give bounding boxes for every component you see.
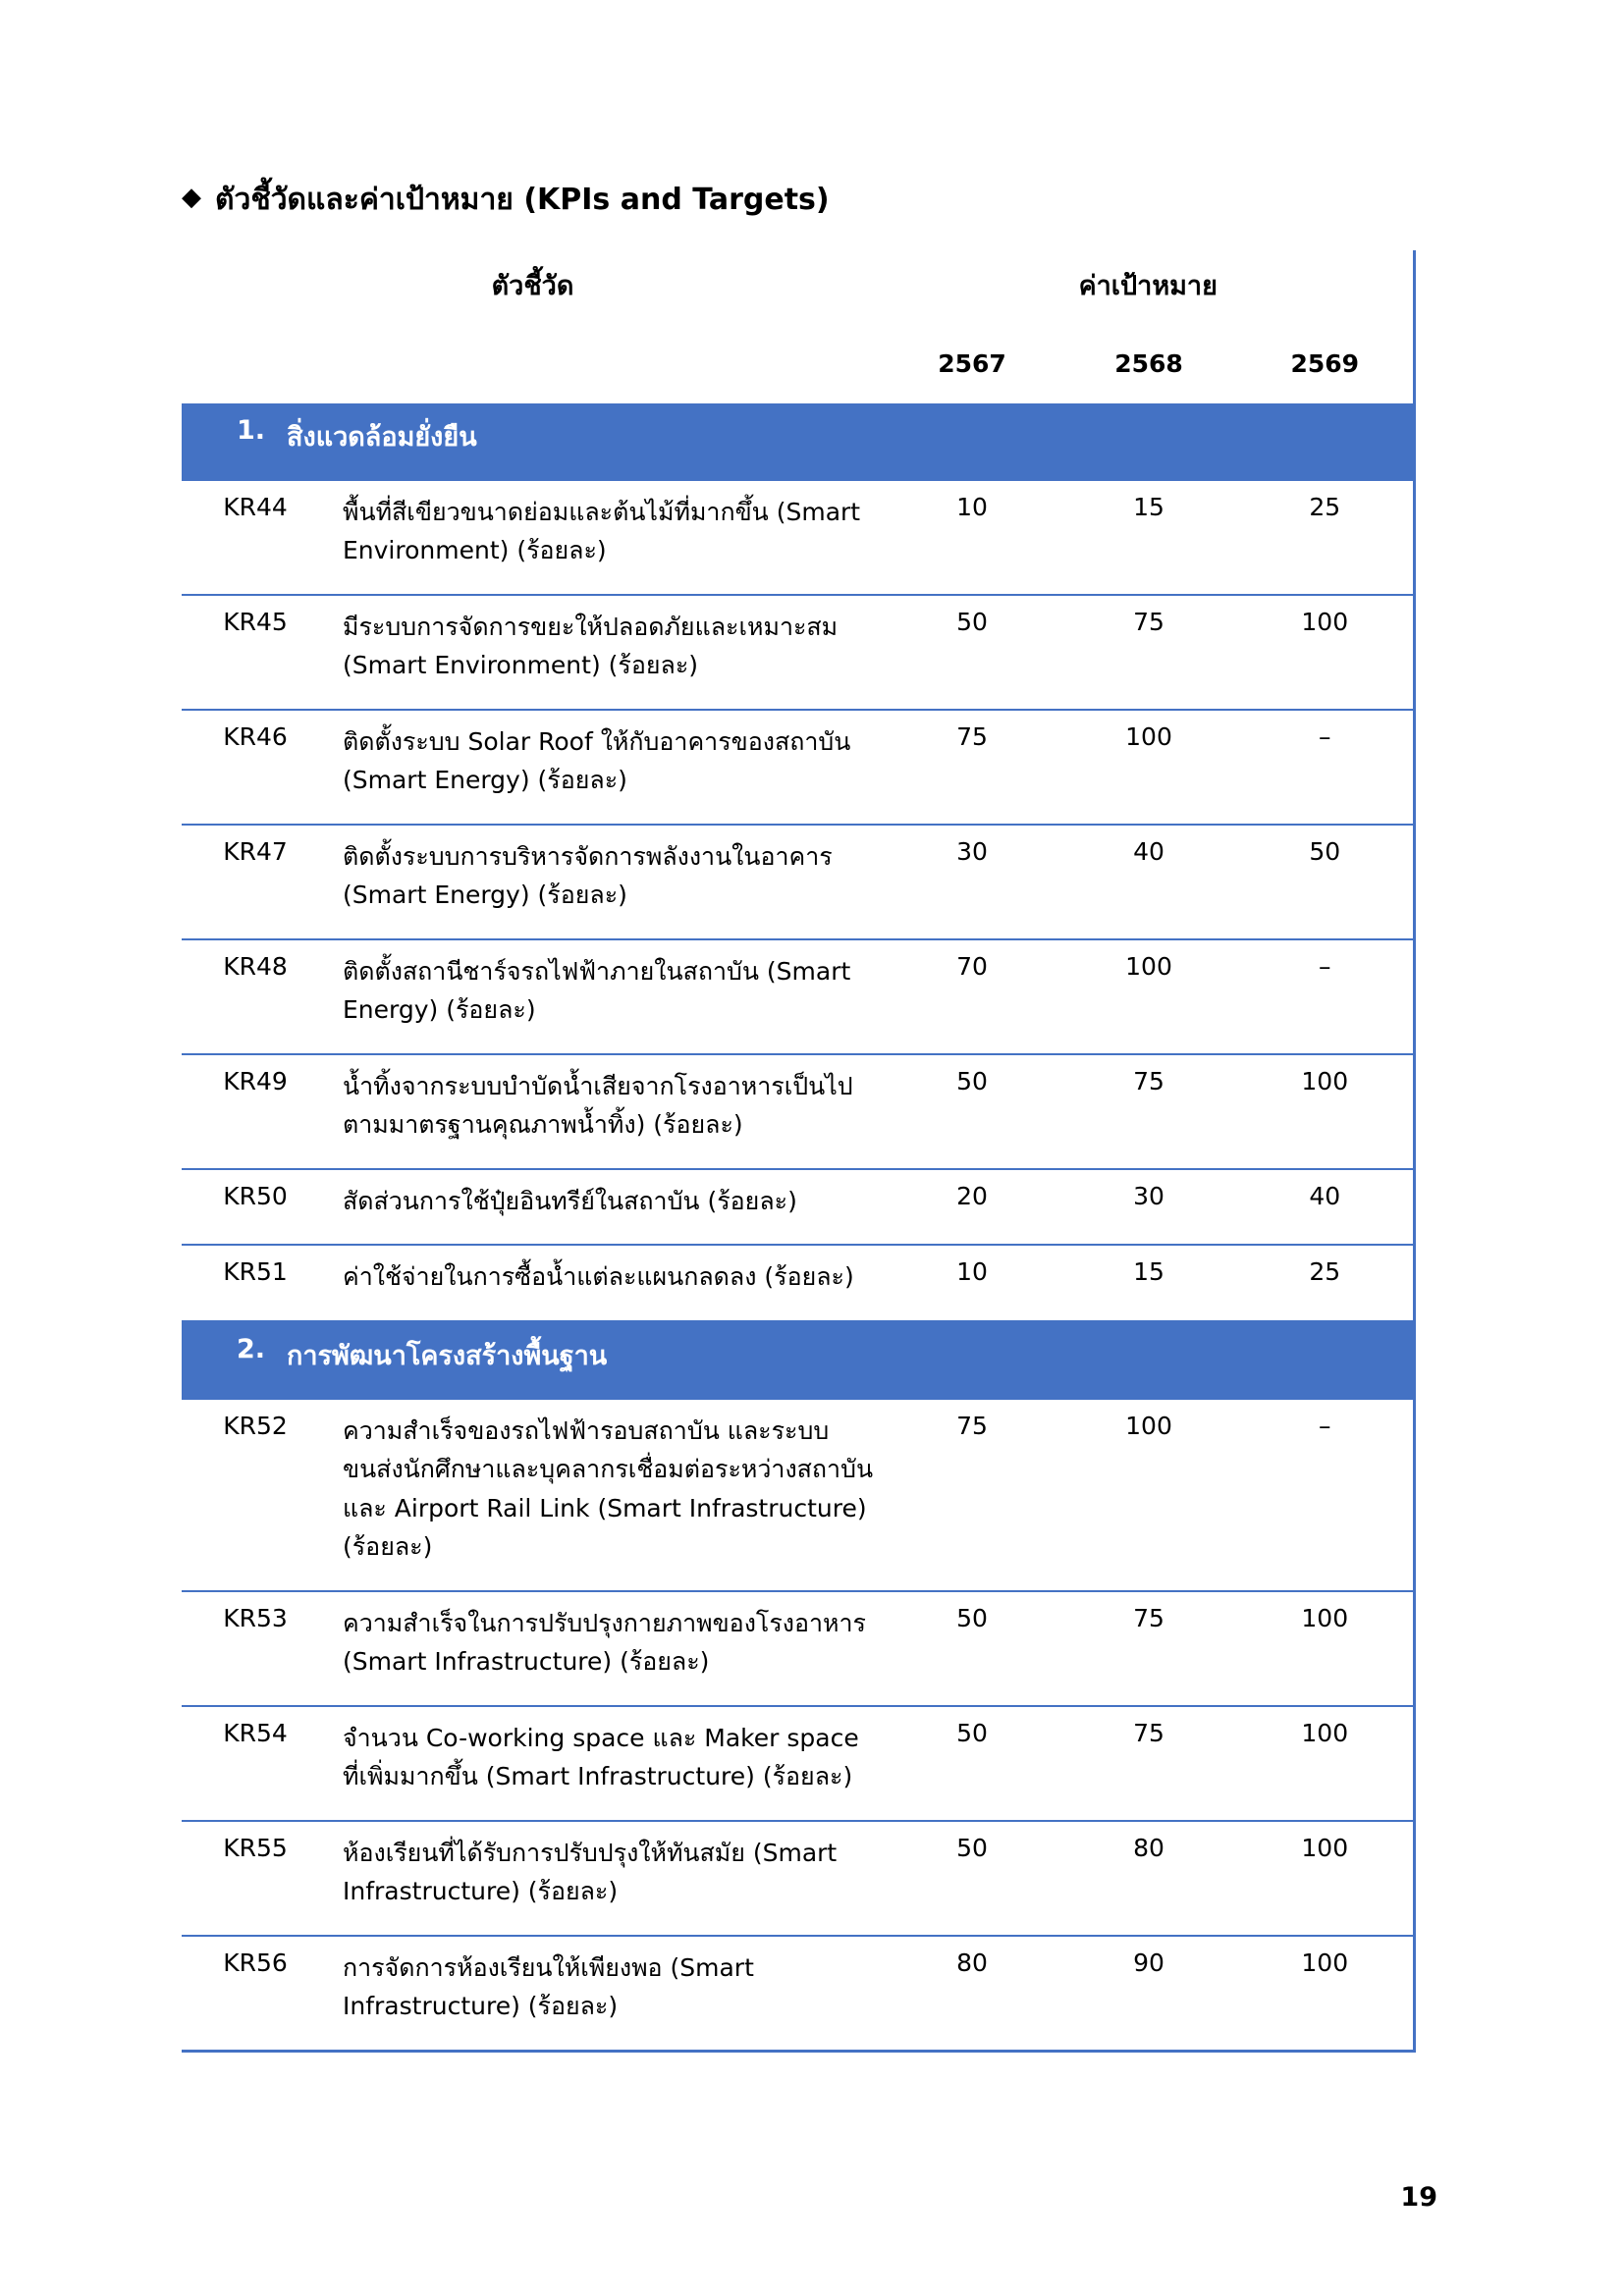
table-row (182, 1936, 1414, 2052)
header-spacer (182, 340, 884, 403)
target-2567: 75 (884, 710, 1060, 825)
table-row (182, 595, 1414, 710)
kpi-name: น้ำทิ้งจากระบบบำบัดน้ำเสียจากโรงอาหารเป็นไปตามมาตรฐานคุณภาพน้ำทิ้ง) (ร้อยละ) (329, 1054, 884, 1169)
kpi-code: KR48 (182, 939, 329, 1054)
section-header-cell (182, 403, 1414, 480)
target-2567: 75 (884, 1399, 1060, 1591)
table-row (182, 1169, 1414, 1246)
target-2568: 100 (1060, 1399, 1237, 1591)
target-2569: 100 (1237, 595, 1414, 710)
page-title (182, 182, 1437, 219)
section-header-cell (182, 1321, 1414, 1399)
target-2568: 90 (1060, 1936, 1237, 2052)
kpi-name: สัดส่วนการใช้ปุ๋ยอินทรีย์ในสถาบัน (ร้อยละ) (329, 1169, 884, 1246)
target-2569: 100 (1237, 1821, 1414, 1936)
target-2569: – (1237, 939, 1414, 1054)
table-row (182, 1399, 1414, 1591)
kpi-code: KR44 (182, 480, 329, 595)
table-row (182, 1054, 1414, 1169)
table-row (182, 1821, 1414, 1936)
kpi-code: KR55 (182, 1821, 329, 1936)
target-2568: 75 (1060, 595, 1237, 710)
target-2569: – (1237, 710, 1414, 825)
target-2567: 50 (884, 1054, 1060, 1169)
target-2569: 40 (1237, 1169, 1414, 1246)
header-year-2567: 2567 (938, 348, 1006, 378)
target-2569: 50 (1237, 825, 1414, 939)
target-2569: 100 (1237, 1706, 1414, 1821)
kpi-name: การจัดการห้องเรียนให้เพียงพอ (Smart Infrastructure) (ร้อยละ) (329, 1936, 884, 2052)
section-header-row (182, 403, 1414, 480)
header-year-2569: 2569 (1237, 340, 1414, 403)
table-row (182, 939, 1414, 1054)
target-2568: 80 (1060, 1821, 1237, 1936)
kpi-code: KR52 (182, 1399, 329, 1591)
kpi-name: ค่าใช้จ่ายในการซื้อน้ำแต่ละแผนกลดลง (ร้อยละ) (329, 1245, 884, 1321)
target-2568: 75 (1060, 1706, 1237, 1821)
kpi-code: KR54 (182, 1706, 329, 1821)
kpi-targets-table (182, 250, 1416, 2053)
kpi-name: จำนวน Co-working space และ Maker space ที่เพิ่มมากขึ้น (Smart Infrastructure) (ร้อยละ) (329, 1706, 884, 1821)
target-2568: 15 (1060, 1245, 1237, 1321)
header-indicator: ตัวชี้วัด (491, 270, 574, 301)
target-2568: 100 (1060, 710, 1237, 825)
target-2567: 50 (884, 1821, 1060, 1936)
target-2568: 75 (1060, 1054, 1237, 1169)
target-2567: 70 (884, 939, 1060, 1054)
kpi-code: KR46 (182, 710, 329, 825)
kpi-code: KR47 (182, 825, 329, 939)
kpi-name: ความสำเร็จของรถไฟฟ้ารอบสถาบัน และระบบขนส่งนักศึกษาและบุคลากรเชื่อมต่อระหว่างสถาบัน และ Airport Rail Link (Smart Infrastructure) (ร้อยละ) (329, 1399, 884, 1591)
kpi-name: ติดตั้งระบบ Solar Roof ให้กับอาคารของสถาบัน (Smart Energy) (ร้อยละ) (329, 710, 884, 825)
target-2569: 100 (1237, 1591, 1414, 1706)
table-header-row-main (182, 250, 1414, 340)
table-row (182, 825, 1414, 939)
header-year-2568: 2568 (1114, 348, 1183, 378)
target-2567: 50 (884, 595, 1060, 710)
section-number: 1. (237, 414, 266, 446)
kpi-code: KR50 (182, 1169, 329, 1246)
target-2569: 25 (1237, 1245, 1414, 1321)
target-2567: 50 (884, 1706, 1060, 1821)
target-2569: – (1237, 1399, 1414, 1591)
section-header-row (182, 1321, 1414, 1399)
target-2567: 10 (884, 480, 1060, 595)
target-2567: 10 (884, 1245, 1060, 1321)
kpi-name: ความสำเร็จในการปรับปรุงกายภาพของโรงอาหาร (Smart Infrastructure) (ร้อยละ) (329, 1591, 884, 1706)
target-2568: 40 (1060, 825, 1237, 939)
section-title: การพัฒนาโครงสร้างพื้นฐาน (287, 1340, 608, 1371)
table-row (182, 710, 1414, 825)
kpi-name: ห้องเรียนที่ได้รับการปรับปรุงให้ทันสมัย (Smart Infrastructure) (ร้อยละ) (329, 1821, 884, 1936)
table-row (182, 1591, 1414, 1706)
kpi-code: KR56 (182, 1936, 329, 2052)
table-row (182, 480, 1414, 595)
page-number: 19 (1400, 2182, 1437, 2213)
target-2569: 25 (1237, 480, 1414, 595)
target-2569: 100 (1237, 1054, 1414, 1169)
header-target: ค่าเป้าหมาย (884, 250, 1414, 340)
table-header-row-years (182, 340, 1414, 403)
target-2567: 30 (884, 825, 1060, 939)
table-row (182, 1245, 1414, 1321)
kpi-name: ติดตั้งระบบการบริหารจัดการพลังงานในอาคาร (Smart Energy) (ร้อยละ) (329, 825, 884, 939)
diamond-bullet-icon: ◆ (182, 183, 201, 212)
target-2568: 30 (1060, 1169, 1237, 1246)
kpi-code: KR51 (182, 1245, 329, 1321)
section-title: สิ่งแวดล้อมยั่งยืน (287, 421, 477, 453)
kpi-code: KR45 (182, 595, 329, 710)
target-2569: 100 (1237, 1936, 1414, 2052)
target-2567: 80 (884, 1936, 1060, 2052)
kpi-name: มีระบบการจัดการขยะให้ปลอดภัยและเหมาะสม (Smart Environment) (ร้อยละ) (329, 595, 884, 710)
target-2567: 20 (884, 1169, 1060, 1246)
kpi-code: KR53 (182, 1591, 329, 1706)
target-2568: 75 (1060, 1591, 1237, 1706)
target-2567: 50 (884, 1591, 1060, 1706)
page-title-text: ตัวชี้วัดและค่าเป้าหมาย (KPIs and Targets) (215, 183, 830, 217)
section-number: 2. (237, 1333, 266, 1364)
table-row (182, 1706, 1414, 1821)
target-2568: 100 (1060, 939, 1237, 1054)
table-head (182, 250, 1414, 403)
kpi-name: ติดตั้งสถานีชาร์จรถไฟฟ้าภายในสถาบัน (Smart Energy) (ร้อยละ) (329, 939, 884, 1054)
target-2568: 15 (1060, 480, 1237, 595)
table-body (182, 403, 1414, 2052)
kpi-name: พื้นที่สีเขียวขนาดย่อมและต้นไม้ที่มากขึ้น (Smart Environment) (ร้อยละ) (329, 480, 884, 595)
kpi-code: KR49 (182, 1054, 329, 1169)
